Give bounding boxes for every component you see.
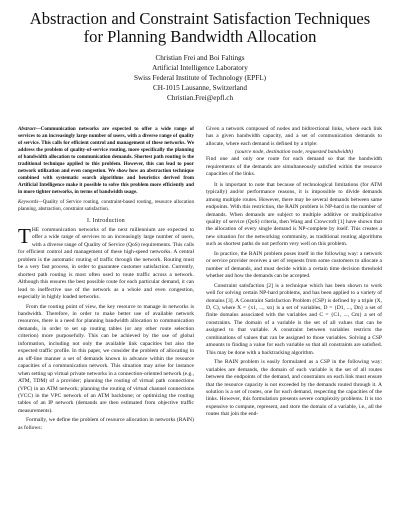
keywords-text: Quality of Service routing, constraint-based routing, resource allocation planning, abstraction, constraint satisfaction.	[18, 199, 194, 212]
abstract-lead: Abstract—	[18, 126, 41, 132]
keywords-lead: Keywords—	[18, 199, 43, 205]
intro-paragraph-1-text: HE communication networks of the next millennium are expected to offer a wide range of services to an increasingly large number of users, with a diverse range of Quality of Service (QoS) requirements. This calls for efficient control and management of these high-speed networks. A central problem is the automatic routing of traffic through the network. Routing must be a very fast process, in order to guarantee customer satisfaction. Currently, shortest path routing is most often used to route traffic across a network. Although this ensures the best possible route for each particular demand, it can lead to ineffective use of the network as a whole and even congestion, especially in highly loaded networks.	[18, 227, 194, 301]
author-names: Christian Frei and Boi Faltings	[155, 54, 245, 62]
intro-paragraph-1	[18, 224, 194, 302]
section-heading-introduction: I. Introduction	[87, 218, 125, 224]
author-block	[18, 53, 382, 103]
two-column-body	[18, 126, 382, 432]
author-email: Christian.Frei@epfl.ch	[166, 94, 234, 102]
right-paragraph-1: It is important to note that because of technological limitations (for ATM typically) and/or performance reasons, it is impossible to divide demands among multiple routes. However, there may be several demands between same endpoints. With this restriction, the RAIN problem is NP-hard in the number of demands. When demands are subject to multiple additive or multiplicative quality of service (QoS) criteria, then Wang and Crowcroft [1] have shown that the allocation of every single demand is NP-complete by itself. This creates a new situation for the networking community, as traditional routing algorithms such as shortest paths do not perform very well on this problem.	[206, 181, 382, 248]
right-paragraph-4: The RAIN problem is easily formulated as a CSP in the following way: variables are demands, the domain of each variable is the set of all routes between the endpoints of the demand, and constraints on each link must ensure that the resource capacity is not exceeded by the demands routed through it. A solution is a set of routes, one for each demand, respecting the capacities of the links. However, this formulation presents severe complexity problems. It is too expensive to compute, represent, and store the domain of a variable, i.e., all the routes that join the end-	[206, 359, 382, 418]
paper-title	[18, 10, 382, 46]
right-paragraph-2: In practice, the RAIN problem poses itself in the following way: a network or service provider receives a set of requests from some customers to allocate a number of demands, and must decide within a certain time decision threshold whether and how the demands can be accepted.	[206, 250, 382, 280]
problem-given: Given a network composed of nodes and bidirectional links, where each link has a given bandwidth capacity, and a set of communication demands to allocate, where each demand is defined by a triple:	[206, 126, 382, 147]
demand-triple: (source node, destination node, requested bandwidth)	[235, 149, 353, 156]
right-column	[206, 126, 382, 432]
abstract	[18, 126, 194, 196]
keywords	[18, 199, 194, 213]
title-line-1: Abstraction and Constraint Satisfaction Techniques	[29, 9, 371, 28]
intro-paragraph-2: From the routing point of view, the key resource to manage in networks is bandwidth. Therefore, in order to make better use of available network resources, there is a need for planning bandwidth allocation to communication demands, in order to set up routing tables (or any other route selection criterion) more purposefully. This can be achieved by the use of global information, including not only the available link capacities but also the expected traffic profile. In this paper, we consider the problem of allocating in an off-line manner a set of demands known in advance within the resource capacities of a communication network. This situation may arise for instance when setting up virtual private networks in a connection-oriented network (e.g., ATM, TDM) of a provider; planning the routing of virtual path connections (VPC) in an ATM network; planning the routing of virtual channel connections (VCC) in the VPC network of an ATM backbone; or optimizing the routing tables of an IP network (demands are then estimated from objective traffic measurements).	[18, 303, 194, 414]
abstract-text: Communication networks are expected to offer a wide range of services to an increasingly large number of users, with a diverse range of quality of service. This calls for efficient control and management of these networks. We address the problem of quality-of-service routing, more specifically the planning of bandwidth allocation to communication demands. Shortest path routing is the traditional technique applied to this problem. However, this can lead to poor network utilization and even congestion. We show how an abstraction technique combined with systematic search algorithms and heuristics derived from Artificial Intelligence make it possible to solve this problem more efficiently and in more tighter networks, in terms of bandwidth usage.	[18, 126, 194, 195]
left-column	[18, 126, 194, 432]
intro-paragraph-3: Formally, we define the problem of resource allocation in networks (RAIN) as follows:	[18, 417, 194, 431]
right-paragraph-3: Constraint satisfaction [2] is a technique which has been shown to work well for solving certain NP-hard problems, and has been applied to a variety of domains [3]. A Constraint Satisfaction Problem (CSP) is defined by a triple (X, D, C), where X = {x1, ..., xn} is a set of variables, D = {D1, ..., Dn} a set of finite domains associated with the variables and C = {C1, ..., Cm} a set of constraints. The domain of a variable is the set of all values that can be assigned to that variable. A constraint between variables restricts the combinations of values that can be assigned to those variables. Solving a CSP amounts to finding a value for each variable so that all constraints are satisfied. This may be done with a backtracking algorithm.	[206, 282, 382, 356]
drop-cap: T	[18, 224, 31, 248]
author-institute: Swiss Federal Institute of Technology (EPFL)	[133, 74, 267, 82]
author-lab: Artificial Intelligence Laboratory	[152, 64, 248, 72]
problem-find: Find one and only one route for each demand so that the bandwidth requirements of the demands are simultaneously satisfied within the resource capacities of the links.	[206, 156, 382, 178]
title-line-2: for Planning Bandwidth Allocation	[83, 27, 317, 46]
author-address: CH-1015 Lausanne, Switzerland	[152, 84, 247, 92]
